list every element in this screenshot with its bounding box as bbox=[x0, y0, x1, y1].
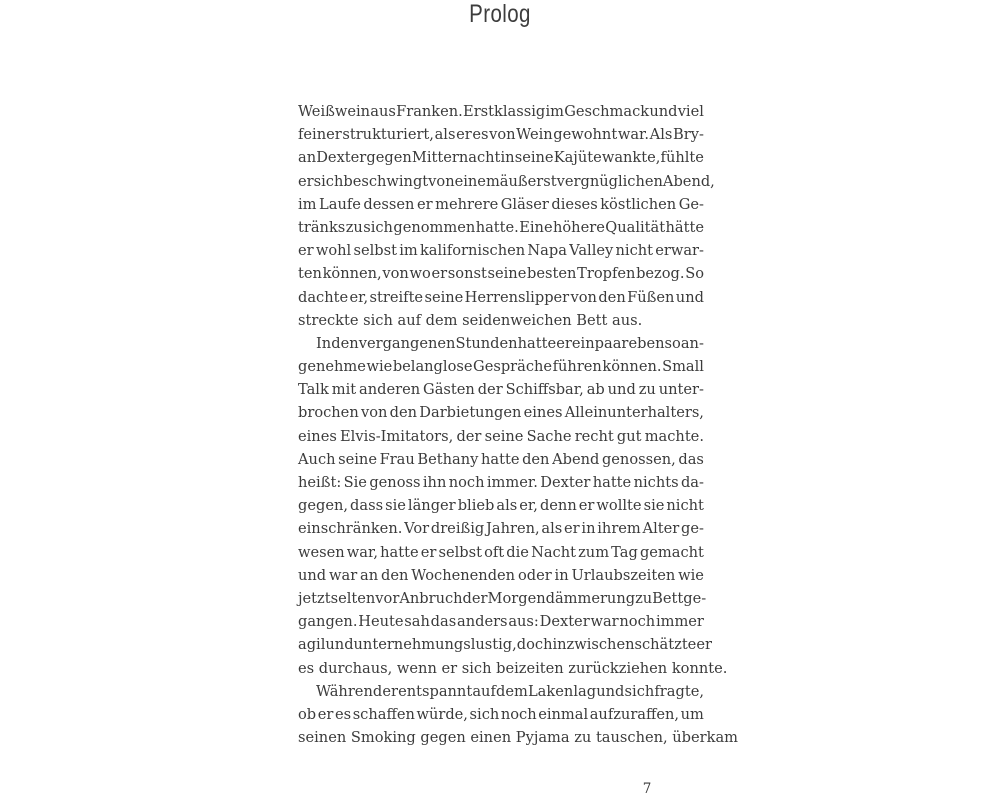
text-line: einschränken. Vor dreißig Jahren, als er in ihrem Alter ge- bbox=[298, 520, 704, 538]
text-line: und war an den Wochenenden oder in Urlaubszeiten wie bbox=[298, 566, 704, 584]
text-line: dachte er, streifte seine Herrenslipper von den Füßen und bbox=[298, 288, 704, 306]
text-line: Während er entspannt auf dem Laken lag und sich fragte, bbox=[316, 682, 704, 700]
text-line: Weißwein aus Franken. Erstklassig im Geschmack und viel bbox=[298, 103, 704, 120]
text-line: an Dexter gegen Mitternacht in seine Kajüte wankte, fühlte bbox=[298, 149, 704, 167]
text-line: gegen, dass sie länger blieb als er, denn er wollte sie nicht bbox=[298, 497, 704, 515]
text-line: jetzt selten vor Anbruch der Morgendämmerung zu Bett ge- bbox=[298, 589, 707, 607]
page-number: 7 bbox=[642, 781, 652, 797]
text-line: In den vergangenen Stunden hatte er ein paar ebenso an- bbox=[316, 334, 704, 352]
text-line: es durchaus, wenn er sich beizeiten zurückziehen konnte. bbox=[298, 659, 728, 677]
text-line: ten können, von wo er sonst seine besten Tropfen bezog. So bbox=[298, 265, 704, 283]
paragraph bbox=[298, 100, 715, 332]
text-line: ob er es schaffen würde, sich noch einmal aufzuraffen, um bbox=[298, 705, 704, 723]
text-line: feiner strukturiert, als er es von Wein gewohnt war. Als Bry- bbox=[298, 126, 704, 144]
text-line: Auch seine Frau Bethany hatte den Abend genossen, das bbox=[298, 450, 704, 468]
text-line: im Laufe dessen er mehrere Gläser dieses köstlichen Ge- bbox=[298, 195, 704, 213]
text-line: seinen Smoking gegen einen Pyjama zu tauschen, überkam bbox=[298, 729, 739, 747]
page-title: Prolog bbox=[469, 0, 531, 28]
text-line: brochen von den Darbietungen eines Alleinunterhalters, bbox=[298, 404, 704, 422]
text-block bbox=[298, 100, 739, 749]
text-line: genehme wie belanglose Gespräche führen können. Small bbox=[298, 358, 704, 376]
text-line: er sich beschwingt von einem äußerst vergnüglichen Abend, bbox=[298, 172, 715, 190]
text-line: Talk mit anderen Gästen der Schiffsbar, ab und zu unter- bbox=[298, 381, 704, 399]
text-line: eines Elvis-Imitators, der seine Sache recht gut machte. bbox=[298, 427, 704, 445]
text-line: streckte sich auf dem seidenweichen Bett aus. bbox=[298, 311, 643, 329]
text-line: gangen. Heute sah das anders aus: Dexter war noch immer bbox=[298, 613, 704, 631]
paragraph bbox=[298, 332, 728, 680]
text-line: tränks zu sich genommen hatte. Eine höhere Qualität hätte bbox=[298, 218, 704, 236]
text-line: wesen war, hatte er selbst oft die Nacht zum Tag gemacht bbox=[298, 543, 704, 561]
paragraph bbox=[298, 680, 739, 750]
text-line: er wohl selbst im kalifornischen Napa Valley nicht erwar- bbox=[298, 242, 704, 260]
text-line: heißt: Sie genoss ihn noch immer. Dexter hatte nichts da- bbox=[298, 474, 704, 491]
text-line: agil und unternehmungslustig, doch inzwischen schätzte er bbox=[298, 636, 712, 654]
